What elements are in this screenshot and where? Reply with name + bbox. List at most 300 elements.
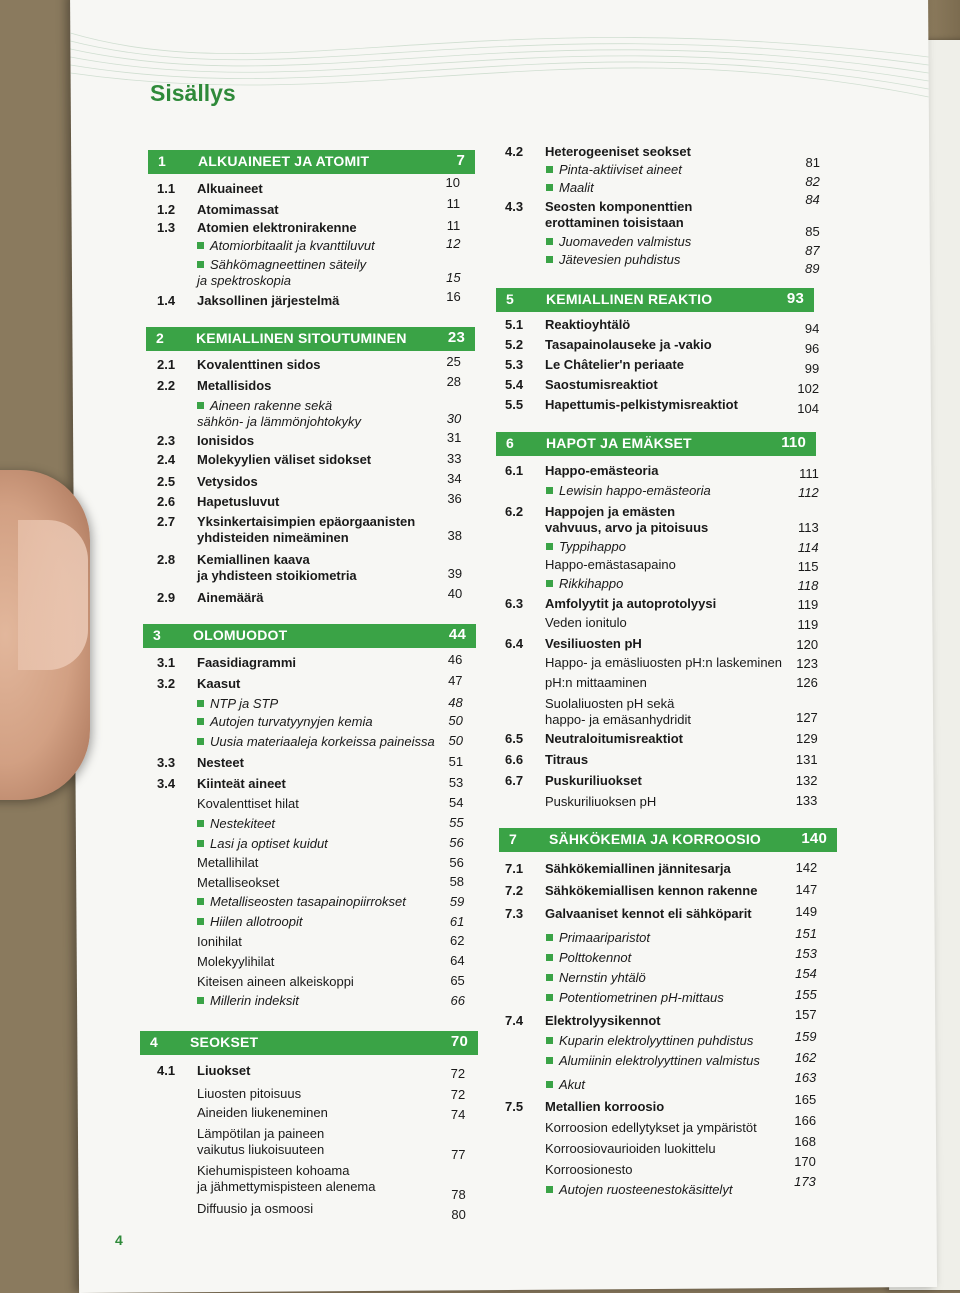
entry-title — [197, 816, 275, 832]
entry-text: Kemiallinen kaava — [197, 552, 310, 567]
entry-text: Reaktioyhtälö — [545, 317, 631, 332]
entry-page: 104 — [797, 401, 819, 416]
entry-title — [545, 1141, 716, 1157]
entry-page: 55 — [449, 815, 464, 830]
bullet-icon — [197, 700, 204, 707]
entry-page: 66 — [450, 993, 465, 1008]
entry-page: 10 — [445, 175, 460, 190]
entry-page: 99 — [804, 361, 820, 376]
entry-page: 168 — [794, 1134, 816, 1149]
entry-number: 6.7 — [505, 773, 524, 788]
entry-title — [545, 357, 684, 373]
entry-page: 15 — [446, 270, 461, 285]
entry-page: 119 — [797, 617, 819, 632]
entry-title — [546, 252, 680, 268]
entry-title — [545, 1013, 661, 1029]
chapter-title: OLOMUODOT — [193, 627, 288, 643]
entry-title — [197, 934, 242, 950]
chapter-page: 93 — [786, 290, 804, 307]
entry-text: Diffuusio ja osmoosi — [197, 1201, 314, 1216]
entry-page: 170 — [794, 1154, 816, 1169]
entry-text: Liuokset — [197, 1063, 251, 1078]
chapter-title: KEMIALLINEN REAKTIO — [546, 291, 713, 307]
entry-text: Aineen rakenne sekä — [210, 398, 333, 413]
entry-text: Nestekiteet — [210, 816, 276, 831]
entry-text: Hapetusluvut — [197, 494, 280, 509]
chapter-page: 70 — [450, 1033, 468, 1050]
entry-page: 77 — [451, 1147, 466, 1162]
entry-text: Sähkökemiallinen jännitesarja — [545, 861, 731, 876]
entry-text: Pinta-aktiiviset aineet — [559, 162, 682, 177]
chapter-underline — [496, 454, 816, 456]
entry-number: 4.3 — [505, 199, 524, 214]
bullet-icon — [197, 820, 204, 827]
entry-title — [197, 755, 244, 771]
entry-title — [197, 220, 357, 236]
entry-page: 96 — [804, 341, 820, 356]
entry-page: 82 — [805, 174, 820, 189]
bullet-icon — [546, 994, 553, 1001]
entry-page: 16 — [446, 289, 461, 304]
entry-page: 78 — [451, 1187, 466, 1202]
entry-page: 84 — [805, 192, 820, 207]
entry-text: Metallien korroosio — [545, 1099, 665, 1114]
entry-number: 1.1 — [157, 181, 176, 196]
entry-text: NTP ja STP — [210, 696, 279, 711]
chapter-header-7 — [499, 828, 837, 850]
entry-text: Autojen ruosteenestokäsittelyt — [559, 1182, 733, 1197]
entry-title — [197, 696, 278, 712]
entry-text: Elektrolyysikennot — [545, 1013, 661, 1028]
entry-page: 151 — [795, 926, 817, 941]
entry-text: Titraus — [545, 752, 589, 767]
entry-title — [197, 202, 279, 218]
entry-page: 36 — [447, 491, 462, 506]
entry-page: 11 — [446, 218, 461, 233]
entry-title — [545, 317, 630, 333]
entry-page: 123 — [796, 656, 818, 671]
entry-page: 159 — [794, 1029, 817, 1044]
entry-title — [545, 463, 658, 479]
entry-text: Molekyylien väliset sidokset — [197, 452, 372, 467]
entry-text: Hapettumis-pelkistymisreaktiot — [545, 397, 738, 412]
decorative-waves — [70, 0, 929, 133]
entry-title — [545, 906, 752, 922]
entry-page: 34 — [447, 471, 462, 486]
entry-title — [545, 615, 627, 631]
entry-page: 30 — [446, 411, 462, 426]
page-number: 4 — [115, 1232, 123, 1248]
chapter-page: 23 — [447, 329, 465, 346]
entry-title — [197, 1063, 250, 1079]
entry-title — [197, 1201, 313, 1217]
entry-text: Sähkömagneettinen säteily — [210, 257, 367, 272]
entry-text: Happo-emästasapaino — [545, 557, 676, 572]
entry-number: 7.1 — [505, 861, 524, 876]
chapter-title: HAPOT JA EMÄKSET — [546, 435, 692, 451]
bullet-icon — [197, 242, 204, 249]
entry-text: Korroosiovaurioiden luokittelu — [545, 1141, 716, 1156]
entry-page: 129 — [795, 731, 818, 746]
entry-text: Sähkökemiallisen kennon rakenne — [545, 883, 758, 898]
entry-text: Kiinteät aineet — [197, 776, 286, 791]
entry-title — [197, 655, 296, 671]
chapter-title: ALKUAINEET JA ATOMIT — [198, 153, 370, 169]
chapter-number: 2 — [156, 330, 164, 346]
entry-page: 132 — [795, 773, 818, 788]
entry-text: Galvaaniset kennot eli sähköparit — [545, 906, 752, 921]
entry-title — [545, 696, 691, 728]
entry-text: Faasidiagrammi — [197, 655, 296, 670]
entry-title — [197, 398, 361, 430]
bullet-icon — [197, 261, 204, 268]
entry-number: 5.1 — [505, 317, 524, 332]
entry-text: Juomaveden valmistus — [559, 234, 692, 249]
entry-text: Le Châtelier'n periaate — [545, 357, 684, 372]
entry-title — [545, 1120, 757, 1136]
chapter-title: SEOKSET — [190, 1034, 259, 1050]
entry-number: 7.3 — [505, 906, 524, 921]
entry-text: Jätevesien puhdistus — [559, 252, 681, 267]
entry-page: 112 — [798, 485, 819, 500]
entry-page: 39 — [447, 566, 463, 581]
entry-page: 113 — [797, 520, 819, 535]
entry-title — [197, 676, 240, 692]
chapter-title: KEMIALLINEN SITOUTUMINEN — [196, 330, 407, 346]
entry-number: 2.9 — [157, 590, 176, 605]
entry-number: 7.5 — [505, 1099, 524, 1114]
entry-text: Kovalenttinen sidos — [197, 357, 321, 372]
entry-title — [545, 557, 676, 573]
chapter-number: 4 — [150, 1034, 158, 1050]
entry-title — [546, 1182, 732, 1198]
entry-page: 163 — [794, 1070, 817, 1085]
entry-text: Ionisidos — [197, 433, 255, 448]
chapter-number: 7 — [509, 831, 517, 847]
entry-page: 115 — [797, 559, 819, 574]
entry-title — [197, 1105, 328, 1121]
entry-title — [197, 734, 435, 750]
chapter-page: 44 — [448, 626, 466, 643]
entry-text: Atomimassat — [197, 202, 279, 217]
entry-text: Primaariparistot — [559, 930, 651, 945]
chapter-number: 6 — [506, 435, 514, 451]
entry-page: 126 — [796, 675, 818, 690]
entry-text-line2: ja yhdisteen stoikiometria — [197, 568, 357, 583]
entry-title — [545, 397, 738, 413]
entry-text: Korroosionesto — [545, 1162, 633, 1177]
entry-page: 50 — [448, 733, 463, 748]
chapter-page: 110 — [781, 434, 806, 451]
entry-page: 111 — [799, 466, 819, 481]
entry-text: Metalliseokset — [197, 875, 280, 890]
entry-page: 133 — [795, 793, 818, 808]
entry-title — [197, 494, 279, 510]
chapter-page: 7 — [456, 152, 465, 169]
entry-page: 72 — [450, 1087, 466, 1102]
entry-number: 5.3 — [505, 357, 524, 372]
entry-text: Metallihilat — [197, 855, 259, 870]
entry-number: 3.3 — [157, 755, 176, 770]
entry-number: 3.2 — [157, 676, 176, 691]
chapter-number: 1 — [158, 153, 166, 169]
entry-text-line2: erottaminen toisistaan — [545, 215, 684, 230]
bullet-icon — [546, 974, 553, 981]
entry-text: Heterogeeniset seokset — [545, 144, 691, 159]
entry-page: 12 — [445, 236, 461, 251]
chapter-underline — [140, 1053, 478, 1055]
chapter-underline — [148, 172, 475, 174]
entry-text: Alkuaineet — [197, 181, 263, 196]
bullet-icon — [546, 1186, 553, 1193]
entry-number: 3.4 — [157, 776, 176, 791]
entry-number: 1.3 — [157, 220, 176, 235]
entry-page: 89 — [805, 261, 820, 276]
thumbnail-nail — [18, 520, 88, 670]
entry-title — [197, 714, 373, 730]
entry-text: Suolaliuosten pH sekä — [545, 696, 675, 711]
entry-page: 94 — [804, 321, 820, 336]
entry-page: 74 — [450, 1107, 466, 1122]
entry-title — [197, 181, 263, 197]
entry-number: 3.1 — [157, 655, 176, 670]
entry-page: 25 — [446, 354, 461, 369]
entry-page: 54 — [448, 795, 464, 810]
entry-title — [545, 731, 683, 747]
bullet-icon — [197, 918, 204, 925]
chapter-header-1 — [148, 150, 475, 172]
entry-number: 2.1 — [157, 357, 176, 372]
entry-text: Ainemäärä — [197, 590, 264, 605]
bullet-icon — [546, 238, 553, 245]
entry-page: 28 — [446, 374, 462, 389]
entry-page: 58 — [449, 874, 465, 889]
entry-text: Saostumisreaktiot — [545, 377, 658, 392]
bullet-icon — [197, 997, 204, 1004]
entry-text: Hiilen allotroopit — [210, 914, 303, 929]
entry-page: 65 — [450, 973, 465, 988]
entry-page: 56 — [449, 835, 464, 850]
entry-number: 6.6 — [505, 752, 524, 767]
entry-title — [197, 954, 274, 970]
entry-title — [546, 1077, 585, 1093]
entry-number: 2.5 — [157, 474, 176, 489]
entry-number: 5.4 — [505, 377, 524, 392]
chapter-number: 3 — [153, 627, 161, 643]
entry-title — [545, 144, 691, 160]
entry-text: Happo- ja emäsliuosten pH:n laskeminen — [545, 655, 783, 670]
entry-number: 7.4 — [505, 1013, 524, 1028]
entry-title — [546, 950, 631, 966]
page-title: Sisällys — [150, 80, 236, 106]
entry-page: 47 — [448, 673, 463, 688]
entry-text: Korroosion edellytykset ja ympäristöt — [545, 1120, 757, 1135]
entry-page: 155 — [794, 987, 817, 1002]
entry-title — [197, 452, 371, 468]
entry-title — [545, 504, 708, 536]
entry-title — [197, 1086, 301, 1102]
chapter-number: 5 — [506, 291, 514, 307]
entry-page: 51 — [448, 754, 464, 769]
entry-number: 6.5 — [505, 731, 524, 746]
entry-text: Atomien elektronirakenne — [197, 220, 357, 235]
chapter-header-4 — [140, 1031, 478, 1053]
entry-title — [546, 1033, 753, 1049]
entry-page: 31 — [446, 430, 462, 445]
entry-title — [546, 930, 650, 946]
bullet-icon — [546, 487, 553, 494]
entry-title — [197, 433, 254, 449]
entry-number: 6.2 — [505, 504, 524, 519]
entry-text: Veden ionitulo — [545, 615, 627, 630]
entry-text: Liuosten pitoisuus — [197, 1086, 302, 1101]
entry-title — [197, 552, 357, 584]
bullet-icon — [197, 840, 204, 847]
entry-page: 72 — [450, 1066, 466, 1081]
entry-text: Autojen turvatyynyjen kemia — [210, 714, 373, 729]
entry-number: 6.3 — [505, 596, 524, 611]
entry-text: Neutraloitumisreaktiot — [545, 731, 683, 746]
entry-title — [546, 539, 626, 555]
chapter-underline — [143, 646, 476, 648]
entry-title — [197, 590, 263, 606]
chapter-header-6 — [496, 432, 816, 454]
entry-text: Amfolyytit ja autoprotolyysi — [545, 596, 717, 611]
entry-text: Nernstin yhtälö — [559, 970, 646, 985]
entry-number: 4.2 — [505, 144, 524, 159]
entry-title — [546, 970, 646, 986]
entry-text: Metallisidos — [197, 378, 272, 393]
entry-text: Happo-emästeoria — [545, 463, 659, 478]
entry-page: 142 — [795, 860, 818, 875]
entry-title — [197, 1126, 324, 1158]
entry-title — [546, 483, 711, 499]
entry-number: 4.1 — [157, 1063, 176, 1078]
entry-title — [546, 180, 594, 196]
entry-text: Kiehumispisteen kohoama — [197, 1163, 350, 1178]
entry-title — [545, 752, 588, 768]
chapter-header-2 — [146, 327, 475, 349]
entry-title — [546, 990, 724, 1006]
entry-title — [197, 993, 299, 1009]
entry-page: 50 — [448, 713, 463, 728]
entry-page: 59 — [449, 894, 465, 909]
entry-title — [197, 257, 366, 289]
entry-title — [197, 776, 286, 792]
bullet-icon — [546, 580, 553, 587]
entry-page: 62 — [450, 933, 465, 948]
entry-text-line2: vahvuus, arvo ja pitoisuus — [545, 520, 709, 535]
entry-title — [546, 234, 691, 250]
entry-title — [197, 293, 339, 309]
entry-text: Polttokennot — [559, 950, 632, 965]
entry-number: 7.2 — [505, 883, 524, 898]
bullet-icon — [546, 256, 553, 263]
entry-title — [545, 794, 656, 810]
entry-page: 157 — [794, 1007, 817, 1022]
bullet-icon — [546, 1037, 553, 1044]
entry-page: 149 — [795, 904, 818, 919]
entry-text-line2: yhdisteiden nimeäminen — [197, 530, 349, 545]
entry-title — [545, 337, 712, 353]
entry-title — [197, 914, 303, 930]
entry-title — [545, 199, 692, 231]
entry-text: Lewisin happo-emästeoria — [559, 483, 711, 498]
entry-text: Uusia materiaaleja korkeissa paineissa — [210, 734, 435, 749]
entry-page: 153 — [795, 946, 817, 961]
entry-text: Vesiliuosten pH — [545, 636, 642, 651]
entry-number: 2.6 — [157, 494, 176, 509]
chapter-title: SÄHKÖKEMIA JA KORROOSIO — [549, 831, 762, 847]
bullet-icon — [197, 718, 204, 725]
entry-title — [197, 894, 406, 910]
entry-title — [197, 836, 328, 852]
entry-page: 53 — [448, 775, 464, 790]
bullet-icon — [197, 898, 204, 905]
entry-number: 2.8 — [157, 552, 176, 567]
bullet-icon — [546, 934, 553, 941]
entry-title — [197, 378, 271, 394]
entry-page: 165 — [794, 1092, 817, 1107]
entry-number: 1.4 — [157, 293, 176, 308]
entry-text: Nesteet — [197, 755, 244, 770]
entry-page: 102 — [797, 381, 820, 396]
entry-text: Puskuriliuokset — [545, 773, 642, 788]
entry-page: 40 — [447, 586, 463, 601]
entry-title — [197, 974, 354, 990]
bullet-icon — [197, 738, 204, 745]
entry-page: 162 — [794, 1050, 817, 1065]
entry-page: 127 — [796, 710, 818, 725]
entry-text: Kiteisen aineen alkeiskoppi — [197, 974, 354, 989]
chapter-page: 140 — [801, 830, 827, 847]
entry-text: Potentiometrinen pH-mittaus — [559, 990, 724, 1005]
entry-text-line2: ja spektroskopia — [197, 273, 291, 288]
entry-page: 61 — [449, 914, 465, 929]
entry-number: 2.2 — [157, 378, 176, 393]
entry-text-line2: ja jähmettymispisteen alenema — [197, 1179, 376, 1194]
entry-page: 166 — [794, 1113, 817, 1128]
entry-title — [545, 861, 731, 877]
entry-page: 11 — [446, 196, 461, 211]
entry-text: pH:n mittaaminen — [545, 675, 647, 690]
entry-text: Happojen ja emästen — [545, 504, 676, 519]
entry-text: Kuparin elektrolyyttinen puhdistus — [559, 1033, 754, 1048]
entry-text: Lämpötilan ja paineen — [197, 1126, 325, 1141]
entry-title — [197, 855, 258, 871]
entry-page: 147 — [795, 882, 818, 897]
entry-title — [545, 1162, 632, 1178]
entry-page: 118 — [797, 578, 819, 593]
entry-text: Kovalenttiset hilat — [197, 796, 299, 811]
entry-text: Tasapainolauseke ja -vakio — [545, 337, 712, 352]
bullet-icon — [546, 184, 553, 191]
bullet-icon — [546, 1081, 553, 1088]
entry-number: 6.1 — [505, 463, 524, 478]
entry-text: Alumiinin elektrolyyttinen valmistus — [559, 1053, 760, 1068]
entry-title — [545, 675, 647, 691]
entry-page: 56 — [449, 855, 464, 870]
entry-page: 64 — [450, 953, 465, 968]
entry-number: 6.4 — [505, 636, 524, 651]
entry-text-line2: vaikutus liukoisuuteen — [197, 1142, 325, 1157]
entry-page: 38 — [447, 528, 462, 543]
entry-number: 2.3 — [157, 433, 176, 448]
entry-text: Maalit — [559, 180, 594, 195]
entry-title — [545, 655, 782, 671]
entry-title — [545, 377, 658, 393]
entry-number: 2.4 — [157, 452, 176, 467]
